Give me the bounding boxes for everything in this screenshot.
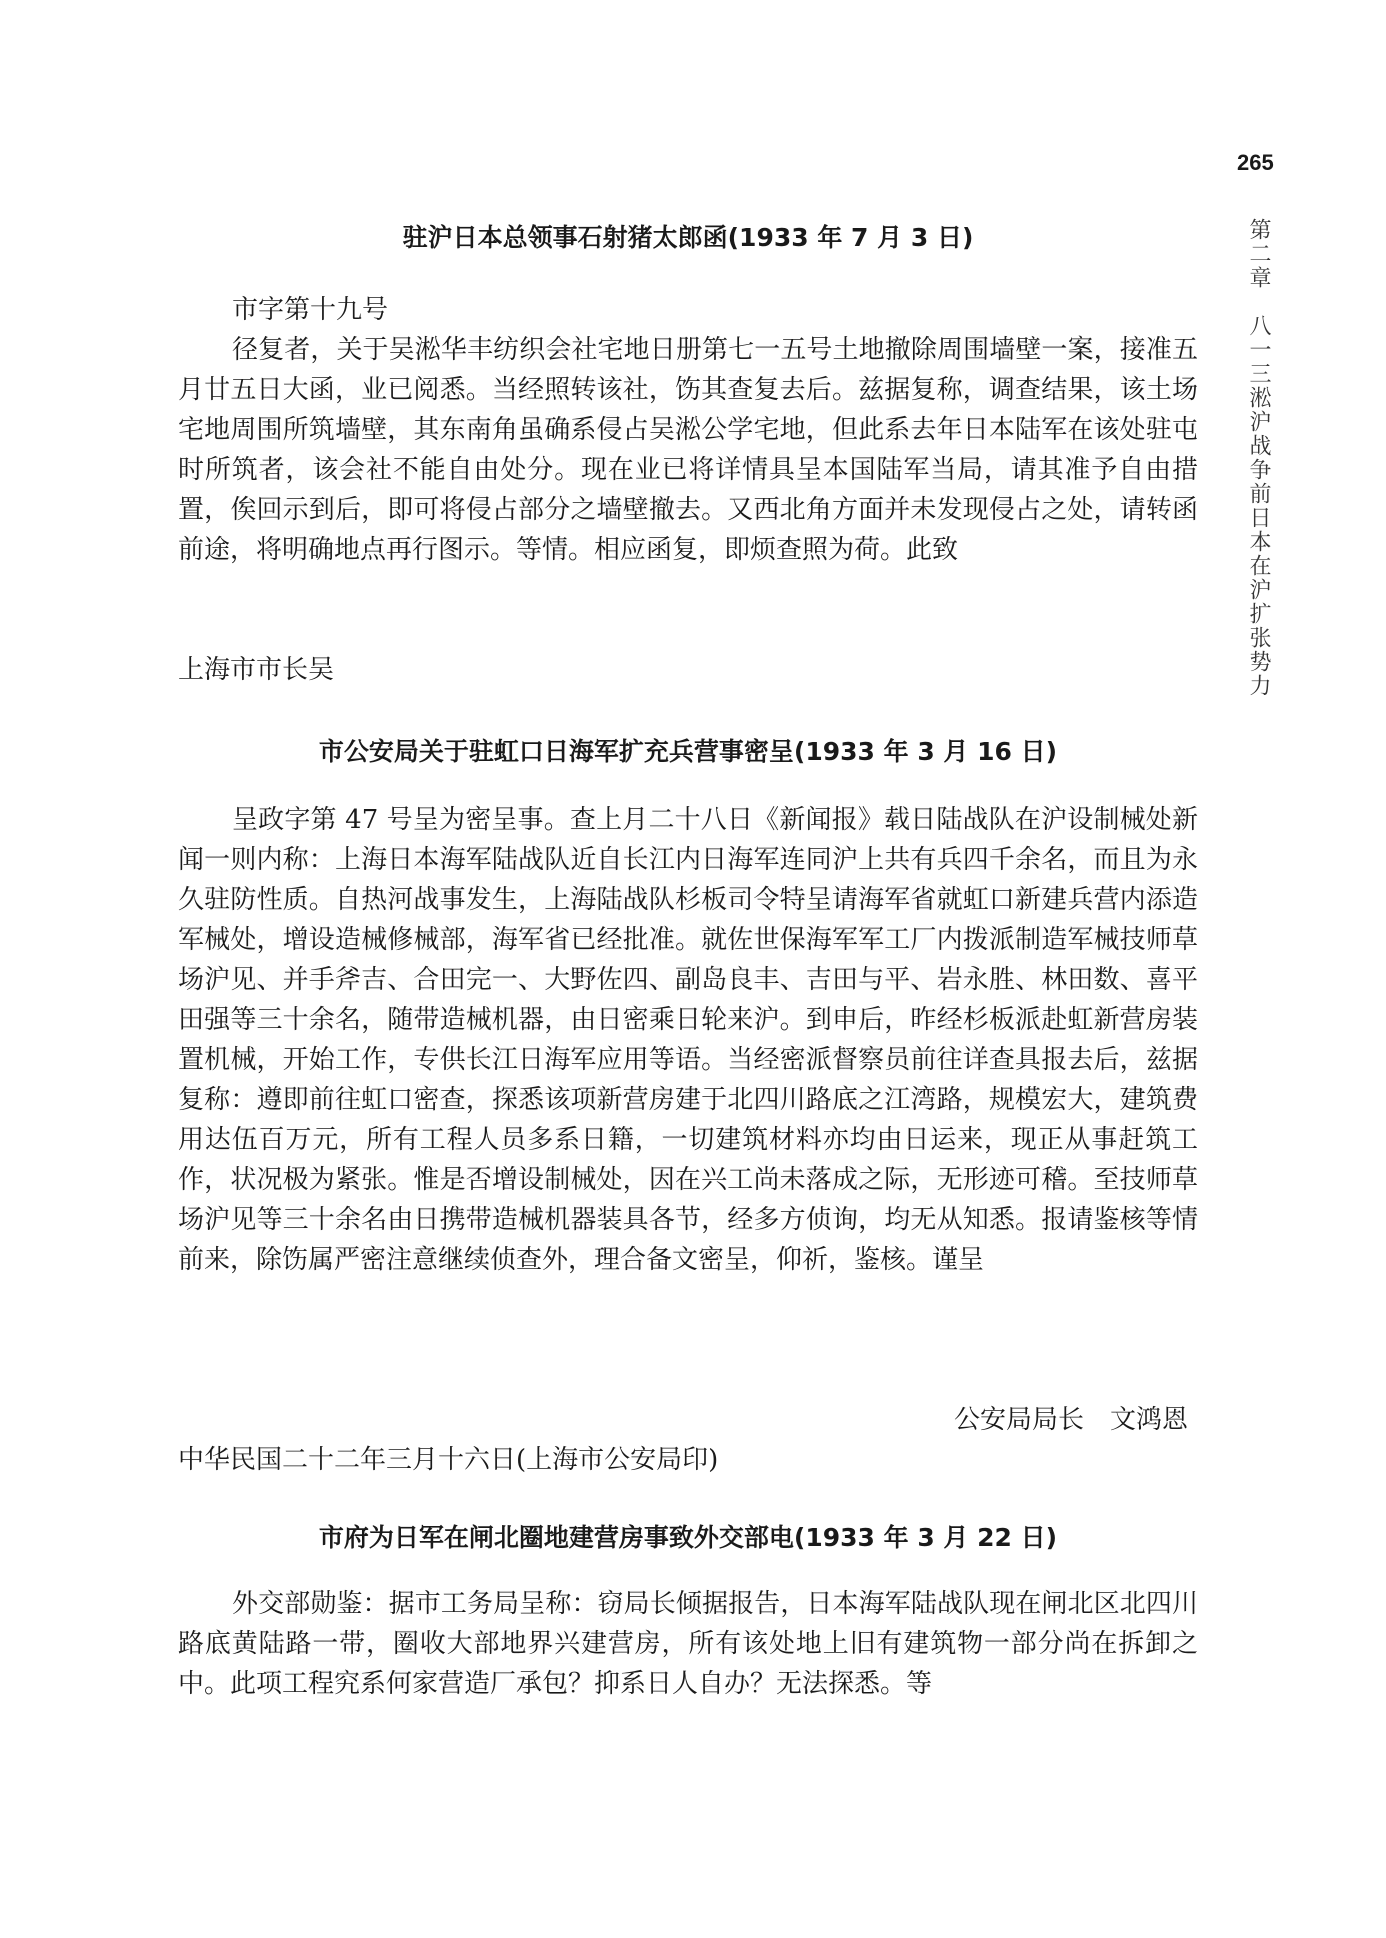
section-2-body: 呈政字第 47 号呈为密呈事。查上月二十八日《新闻报》载日陆战队在沪设制械处新闻一则内称：上海日本海军陆战队近自长江内日海军连同沪上共有兵四千余名，而且为永久驻防性质。自热河战事发生，上海陆战队杉板司令特呈请海军省就虹口新建兵营内添造军械处，增设造械修械部，海军省已经批准。就佐世保海军军工厂内拨派制造军械技师草场沪见、并手斧吉、合田完一、大野佐四、副岛良丰、吉田与平、岩永胜、林田数、喜平田强等三十余名，随带造械机器，由日密乘日轮来沪。到申后，昨经杉板派赴虹新营房装置机械，开始工作，专供长江日海军应用等语。当经密派督察员前往详查具报去后，兹据复称：遵即前往虹口密查，探悉该项新营房建于北四川路底之江湾路，规模宏大，建筑费用达伍百万元，所有工程人员多系日籍，一切建筑材料亦均由日运来，现正从事赶筑工作，状况极为紧张。惟是否增设制械处，因在兴工尚未落成之际，无形迹可稽。至技师草场沪见等三十余名由日携带造械机器装具各节，经多方侦询，均无从知悉。报请鉴核等情前来，除饬属严密注意继续侦查外，理合备文密呈，仰祈，鉴核。谨呈: [178, 805, 1198, 1275]
page-number: 265: [1237, 150, 1274, 175]
section-1-addressee: 上海市市长吴: [178, 655, 335, 685]
section-1-title: 驻沪日本总领事石射猪太郎函(1933 年 7 月 3 日): [402, 223, 974, 252]
section-1-ref-number: 市字第十九号: [232, 295, 389, 325]
section-3-title: 市府为日军在闸北圈地建营房事致外交部电(1933 年 3 月 22 日): [318, 1523, 1058, 1552]
section-3-body: 外交部勋鉴：据市工务局呈称：窃局长倾据报告，日本海军陆战队现在闸北区北四川路底黄陆路一带，圈收大部地界兴建营房，所有该处地上旧有建筑物一部分尚在拆卸之中。此项工程究系何家营造厂承包？抑系日人自办？无法探悉。等: [178, 1589, 1198, 1699]
section-2-date: 中华民国二十二年三月十六日(上海市公安局印): [178, 1445, 719, 1475]
section-2-title: 市公安局关于驻虹口日海军扩充兵营事密呈(1933 年 3 月 16 日): [318, 737, 1058, 766]
chapter-title: 第二章 八一三淞沪战争前日本在沪扩张势力: [1246, 218, 1271, 698]
section-2-signature: 公安局局长 文鸿恩: [953, 1405, 1188, 1435]
section-1-body: 径复者，关于吴淞华丰纺织会社宅地日册第七一五号土地撤除周围墙壁一案，接准五月廿五日大函，业已阅悉。当经照转该社，饬其查复去后。兹据复称，调查结果，该土场宅地周围所筑墙壁，其东南角虽确系侵占吴淞公学宅地，但此系去年日本陆军在该处驻屯时所筑者，该会社不能自由处分。现在业已将详情具呈本国陆军当局，请其准予自由措置，俟回示到后，即可将侵占部分之墙壁撤去。又西北角方面并未发现侵占之处，请转函前途，将明确地点再行图示。等情。相应函复，即烦查照为荷。此致: [178, 335, 1198, 565]
